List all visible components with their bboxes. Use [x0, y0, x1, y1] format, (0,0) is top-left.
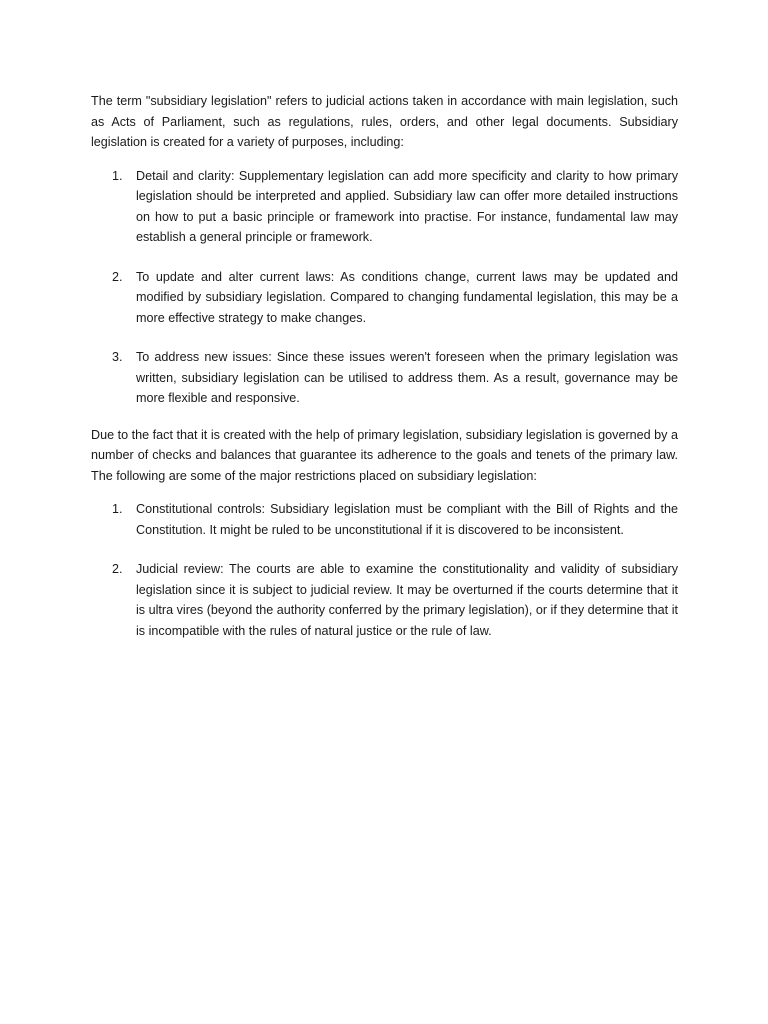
list-item-number: 2. [112, 269, 123, 284]
list-item-text: To address new issues: Since these issues weren't foreseen when the primary legislation was written, subsidiary legislation can be utilised to address them. As a result, governance may be more flexible and responsive. [136, 350, 678, 405]
list-item-number: 3. [112, 350, 123, 364]
list-item [91, 347, 678, 409]
checks-paragraph: Due to the fact that it is created with the help of primary legislation, subsidiary legislation is governed by a number of checks and balances that guarantee its adherence to the goals and tenets of the primary law. The following are some of the major restrictions placed on subsidiary legislation: [91, 427, 678, 483]
intro-paragraph: The term "subsidiary legislation" refers to judicial actions taken in accordance with main legislation, such as Acts of Parliament, such as regulations, rules, orders, and other legal documents. Subsidiary legislation is created for a variety of purposes, including: [91, 94, 678, 149]
list-item-text: To update and alter current laws: As conditions change, current laws may be updated and modified by subsidiary legislation. Compared to changing fundamental legislation, this may be a more effective strategy to make changes. [136, 269, 678, 325]
list-item [91, 267, 678, 329]
list-item-number: 1. [112, 502, 123, 516]
list-item-number: 2. [112, 562, 123, 576]
list-item [91, 559, 678, 641]
list-item-number: 1. [112, 168, 123, 183]
list-item-text: Detail and clarity: Supplementary legislation can add more specificity and clarity to how primary legislation should be interpreted and applied. Subsidiary law can offer more detailed instructions on how to put a basic principle or framework into practise. For instance, fundamental law may establish a general principle or framework. [136, 168, 678, 244]
list-item [91, 166, 678, 248]
list-item [91, 499, 678, 540]
document-body [91, 91, 678, 641]
purposes-list [91, 166, 678, 409]
restrictions-list [91, 499, 678, 641]
list-item-text: Constitutional controls: Subsidiary legislation must be compliant with the Bill of Rights and the Constitution. It might be ruled to be unconstitutional if it is discovered to be inconsistent. [136, 502, 678, 537]
list-item-text: Judicial review: The courts are able to examine the constitutionality and validity of subsidiary legislation since it is subject to judicial review. It may be overturned if the courts determine that it is ultra vires (beyond the authority conferred by the primary legislation), or if they determine that it is incompatible with the rules of natural justice or the rule of law. [136, 562, 678, 638]
